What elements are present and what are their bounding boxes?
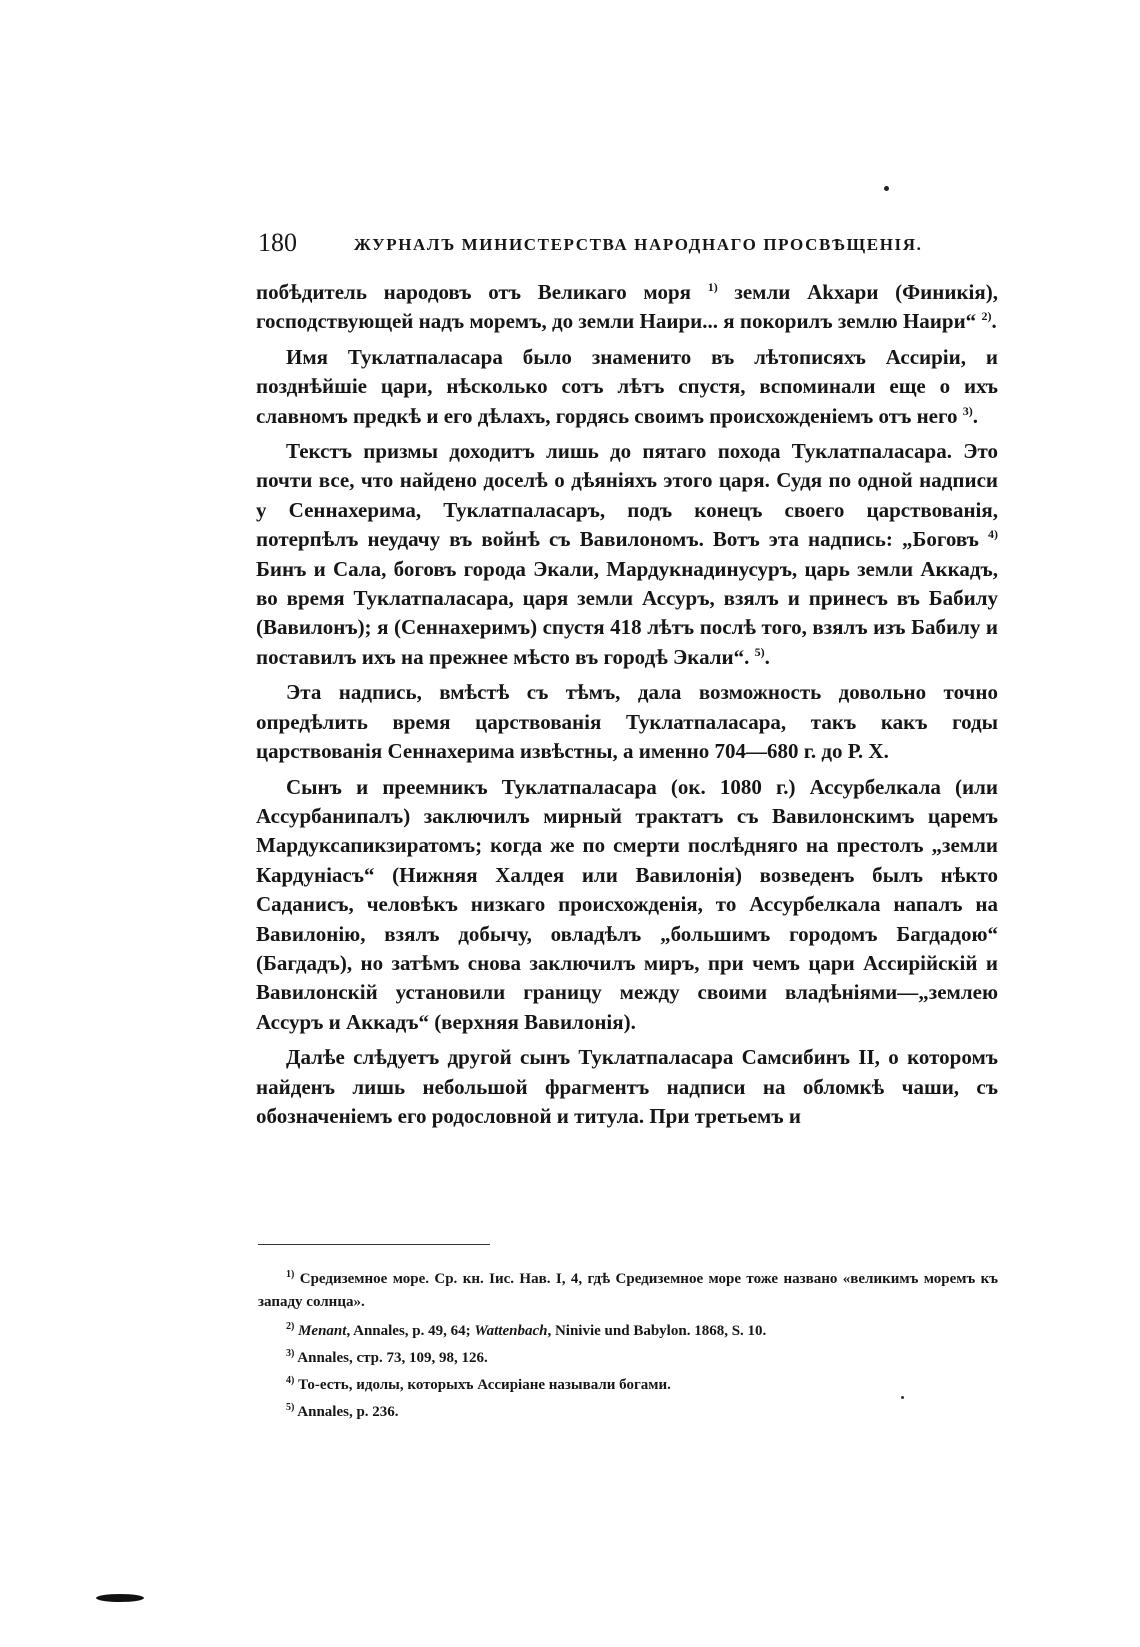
footnote-ref-5: 5)	[754, 644, 765, 659]
footnote-ref-1: 1)	[707, 280, 718, 294]
footnote-2: $^{2)}$ Menant, Annales, p. 49, 64; Wattenbach, Ninivie und Babylon. 1868, S. 10.	[286, 1321, 767, 1339]
paragraph-5: Сынъ и преемникъ Туклатпаласара (ок. 1080 г.) Ассурбелкала (или Ассурбанипалъ) заключилъ мирный трактатъ съ Вавилонскимъ царемъ Мардуксапикзиратомъ; когда же по смерти послѣдняго на престолъ „земли Кардуніасъ“ (Нижняя Халдея или Вавилонія) возведенъ былъ нѣкто Саданисъ, человѣкъ низкаго происхожденія, то Ассурбелкала напалъ на Вавилонію, взялъ добычу, овладѣлъ „большимъ городомъ Багдадою“ (Багдадъ), но затѣмъ снова заключилъ миръ, при чемъ цари Ассирійскій и Вавилонскій установили границу между своими владѣніями—„землею Ассуръ и Аккадъ“ (верхняя Вавилонія).	[256, 774, 998, 1034]
footnote-ref-3: 3)	[962, 403, 973, 418]
ink-dot	[884, 186, 889, 191]
main-text	[256, 278, 998, 1131]
footnote-4: $^{4)}$ То-есть, идолы, которыхъ Ассиріане называли богами.	[286, 1375, 671, 1393]
footnote-mark: 1)	[286, 1269, 295, 1280]
footnote-rule	[258, 1244, 490, 1245]
page-number: 180	[258, 228, 297, 257]
footnote-1: $^{1)}$ Средиземное море. Ср. кн. Іис. Нав. I, 4, гдѣ Средиземное море тоже названо «великимъ моремъ къ западу солнца».	[258, 1269, 999, 1310]
footnote-mark: 2)	[286, 1321, 295, 1332]
paragraph-6: Далѣе слѣдуетъ другой сынъ Туклатпаласара Самсибинъ II, о которомъ найденъ лишь небольшой фрагментъ надписи на обломкѣ чаши, съ обозначеніемъ его родословной и титула. При третьемъ и	[256, 1045, 998, 1128]
ink-speck	[901, 1396, 904, 1399]
journal-title: ЖУРНАЛЪ МИНИСТЕРСТВА НАРОДНАГО ПРОСВѢЩЕНІЯ.	[354, 235, 923, 254]
footnote-mark: 5)	[286, 1402, 295, 1413]
footnote-3: $^{3)}$ Annales, стр. 73, 109, 98, 126.	[286, 1348, 488, 1366]
running-head	[258, 226, 998, 260]
footnote-mark: 4)	[286, 1375, 295, 1386]
footnote-ref-2: 2)	[981, 309, 992, 324]
paragraph-2: Имя Туклатпаласара было знаменито въ лѣтописяхъ Ассиріи, и позднѣйшіе цари, нѣсколько сотъ лѣтъ спустя, вспоминали еще о ихъ славномъ предкѣ и его дѣлахъ, гордясь своимъ происхожденіемъ отъ него $^{3)}$.	[256, 344, 998, 428]
footnote-5: $^{5)}$ Annales, p. 236.	[286, 1402, 399, 1420]
ink-blot	[96, 1594, 144, 1602]
paragraph-4: Эта надпись, вмѣстѣ съ тѣмъ, дала возможность довольно точно опредѣлить время царствованія Туклатпаласара, такъ какъ годы царствованія Сеннахерима извѣстны, а именно 704—680 г. до Р. Х.	[256, 680, 998, 764]
footnote-mark: 3)	[286, 1348, 295, 1359]
footnotes	[258, 1268, 998, 1428]
paragraph-3: Текстъ призмы доходитъ лишь до пятаго похода Туклатпаласара. Это почти все, что найдено доселѣ о дѣяніяхъ этого царя. Судя по одной надписи у Сеннахерима, Туклатпаласаръ, подъ конецъ своего царствованія, потерпѣлъ неудачу въ войнѣ съ Вавилономъ. Вотъ эта надпись: „Боговъ $^{4)}$ Бинъ и Сала, боговъ города Экали, Мардукнадинусуръ, царь земли Аккадъ, во время Туклатпаласара, царя земли Ассуръ, взялъ и принесъ въ Бабилу (Вавилонъ); я (Сеннахеримъ) спустя 418 лѣтъ послѣ того, взялъ изъ Бабилу и поставилъ ихъ на прежнее мѣсто въ городѣ Экали“. $^{5)}$.	[256, 439, 998, 669]
paragraph-1: побѣдитель народовъ отъ Великаго моря $^{1)}$ земли Akхари (Финикія), господствующей надъ моремъ, до земли Наири... я покорилъ землю Наири“ $^{2)}$.	[256, 280, 998, 334]
footnote-ref-4: 4)	[988, 527, 998, 542]
